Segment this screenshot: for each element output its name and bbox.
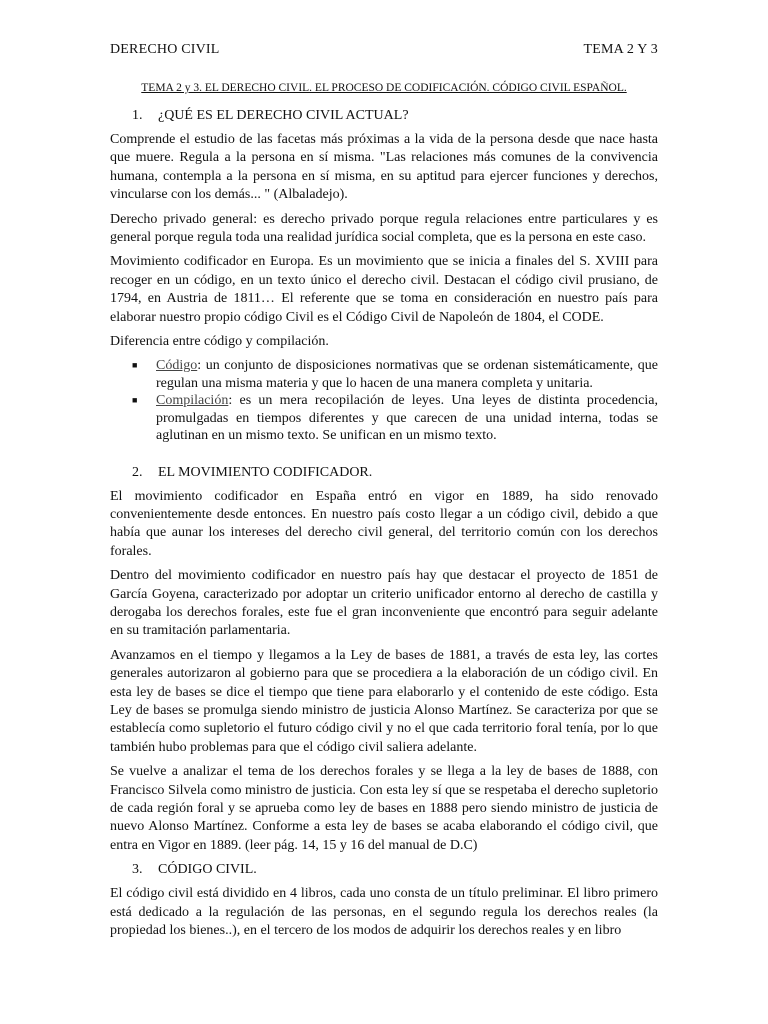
document-title: TEMA 2 y 3. EL DERECHO CIVIL. EL PROCESO DE CODIFICACIÓN. CÓDIGO CIVIL ESPAÑOL.: [141, 82, 627, 94]
definition-text: : un conjunto de disposiciones normativas que se ordenan sistemáticamente, que regulan una misma materia y que lo hacen de una manera completa y unitaria.: [156, 358, 658, 391]
definition-item: [110, 392, 658, 444]
definition-term-link[interactable]: Código: [156, 358, 198, 374]
paragraph: Dentro del movimiento codificador en nuestro país hay que destacar el proyecto de 1851 de García Goyena, caracterizado por adoptar un criterio unificador entorno al derecho de castilla y derogaba los derechos forales, este fue el gran inconveniente que encontró para seguir adelante en su tramitación parlamentaria.: [110, 568, 658, 639]
definition-text: : es un mera recopilación de leyes. Una leyes de distinta procedencia, promulgadas en tiempos diferentes y que carecen de una unidad interna, todas se aglutinan en un mismo texto. Se unifican en un mismo texto.: [156, 393, 658, 444]
section-heading: [110, 107, 658, 125]
section-title: EL MOVIMIENTO CODIFICADOR.: [158, 464, 373, 480]
section-number: 3.: [132, 862, 143, 878]
header-topic: TEMA 2 Y 3: [583, 42, 658, 57]
section-number: 1.: [132, 108, 143, 123]
paragraph: Avanzamos en el tiempo y llegamos a la Ley de bases de 1881, a través de esta ley, las cortes generales autorizaron al gobierno para que se procediera a la elaboración de un código civil. En esta ley de bases se dice el tiempo que tiene para elaborarlo y el contenido de este código. Esta Ley de bases se promulga siendo ministro de justicia Alonso Martínez. Se caracteriza por que se establecía como supletorio el futuro código civil y no el que cada territorio foral tenía, por lo que también hubo problemas para que el código civil saliera adelante.: [110, 647, 658, 755]
section-title: CÓDIGO CIVIL.: [158, 862, 257, 878]
section-heading: [110, 861, 658, 879]
running-header: [110, 42, 658, 58]
square-bullet-icon: ■: [132, 395, 138, 406]
definition-list: [110, 357, 658, 444]
paragraph: Derecho privado general: es derecho privado porque regula relaciones entre particulares y es general porque regula toda una realidad jurídica social completa, que es la persona en este caso.: [110, 211, 658, 246]
definition-term-link[interactable]: Compilación: [156, 393, 229, 409]
section-number: 2.: [132, 464, 143, 480]
header-subject: DERECHO CIVIL: [110, 42, 220, 57]
paragraph: Comprende el estudio de las facetas más próximas a la vida de la persona desde que nace hasta que muere. Regula a la persona en sí misma. "Las relaciones más comunes de la convivencia humana, contempla a la persona en sí misma, en su aptitud para ejercer funciones y derechos, vincularse con los demás... " (Albaladejo).: [110, 132, 658, 203]
paragraph: El movimiento codificador en España entró en vigor en 1889, ha sido renovado convenientemente desde entonces. En nuestro país costo llegar a un código civil, debido a que había que aunar los intereses del derecho civil general, del territorio común con los derechos forales.: [110, 488, 658, 559]
section-title: ¿QUÉ ES EL DERECHO CIVIL ACTUAL?: [158, 108, 409, 123]
definition-item: [110, 357, 658, 392]
spacer: [110, 451, 658, 459]
paragraph: Diferencia entre código y compilación.: [110, 334, 329, 350]
paragraph: Se vuelve a analizar el tema de los derechos forales y se llega a la ley de bases de 1888, con Francisco Silvela como ministro de justicia. Con esta ley sí que se respetaba el derecho supletorio de cada región foral y se aprueba como ley de bases en 1888 pero siendo ministro de justicia de nuevo Alonso Martínez. Conforme a esta ley de bases se acaba elaborando el código civil, que entra en Vigor en 1889. (leer pág. 14, 15 y 16 del manual de D.C): [110, 764, 658, 853]
document-body: [110, 102, 658, 946]
paragraph: Movimiento codificador en Europa. Es un movimiento que se inicia a finales del S. XVIII para recoger en un código, en un texto único el derecho civil. Destacan el código civil prusiano, de 1794, en Austria de 1811… El referente que se toma en consideración en nuestro país para elaborar nuestro propio código Civil es el Código Civil de Napoleón de 1804, el CODE.: [110, 254, 658, 325]
section-heading: [110, 464, 658, 482]
square-bullet-icon: ■: [132, 360, 138, 371]
paragraph: El código civil está dividido en 4 libros, cada uno consta de un título preliminar. El libro primero está dedicado a la regulación de las personas, en el segundo regula los derechos reales (la propiedad los bienes..), en el tercero de los modos de adquirir los derechos reales y en libro: [110, 886, 658, 939]
